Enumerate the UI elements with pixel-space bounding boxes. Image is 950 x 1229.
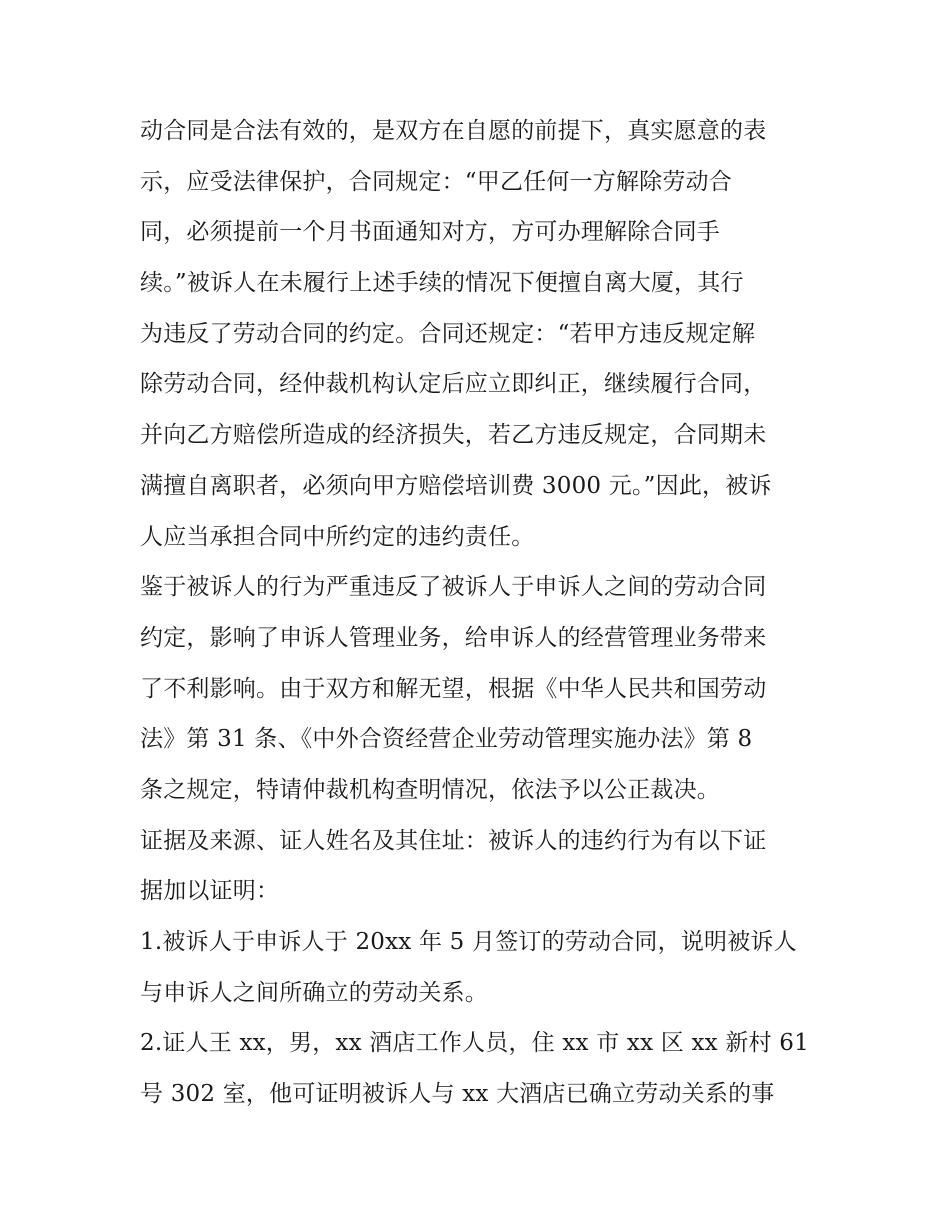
- text-line: 同，必须提前一个月书面通知对方，方可办理解除合同手: [140, 219, 720, 246]
- text-line: 人应当承担合同中所约定的违约责任。: [140, 523, 535, 550]
- text-line: 约定，影响了申诉人管理业务，给申诉人的经营管理业务带来: [140, 624, 767, 651]
- text-line: 动合同是合法有效的，是双方在自愿的前提下，真实愿意的表: [140, 118, 767, 144]
- text-line: 法》第 31 条、《中外合资经营企业劳动管理实施办法》第 8: [140, 726, 753, 753]
- text-line: 满擅自离职者，必须向甲方赔偿培训费 3000 元。”因此，被诉: [140, 472, 772, 499]
- text-line: 2.证人王 xx，男，xx 酒店工作人员，住 xx 市 xx 区 xx 新村 61: [140, 1030, 809, 1057]
- text-line: 据加以证明：: [140, 878, 280, 905]
- text-line: 示，应受法律保护，合同规定：“甲乙任何一方解除劳动合: [140, 168, 732, 195]
- text-line: 了不利影响。由于双方和解无望，根据《中华人民共和国劳动: [140, 675, 767, 702]
- text-line: 1.被诉人于申诉人于 20xx 年 5 月签订的劳动合同，说明被诉人: [140, 929, 797, 955]
- text-line: 为违反了劳动合同的约定。合同还规定：“若甲方违反规定解: [140, 320, 756, 347]
- document-body: [140, 106, 820, 1120]
- text-line: 条之规定，特请仲裁机构查明情况，依法予以公正裁决。: [140, 776, 720, 803]
- text-line: 号 302 室，他可证明被诉人与 xx 大酒店已确立劳动关系的事: [140, 1081, 775, 1108]
- text-line: 续。”被诉人在未履行上述手续的情况下便擅自离大厦，其行: [140, 270, 744, 297]
- text-line: 证据及来源、证人姓名及其住址：被诉人的违约行为有以下证: [140, 827, 767, 854]
- text-line: 与申诉人之间所确立的劳动关系。: [140, 979, 488, 1006]
- text-line: 除劳动合同，经仲裁机构认定后应立即纠正，继续履行合同，: [140, 371, 767, 398]
- text-line: 并向乙方赔偿所造成的经济损失，若乙方违反规定，合同期未: [140, 422, 767, 449]
- text-line: 鉴于被诉人的行为严重违反了被诉人于申诉人之间的劳动合同: [140, 574, 767, 601]
